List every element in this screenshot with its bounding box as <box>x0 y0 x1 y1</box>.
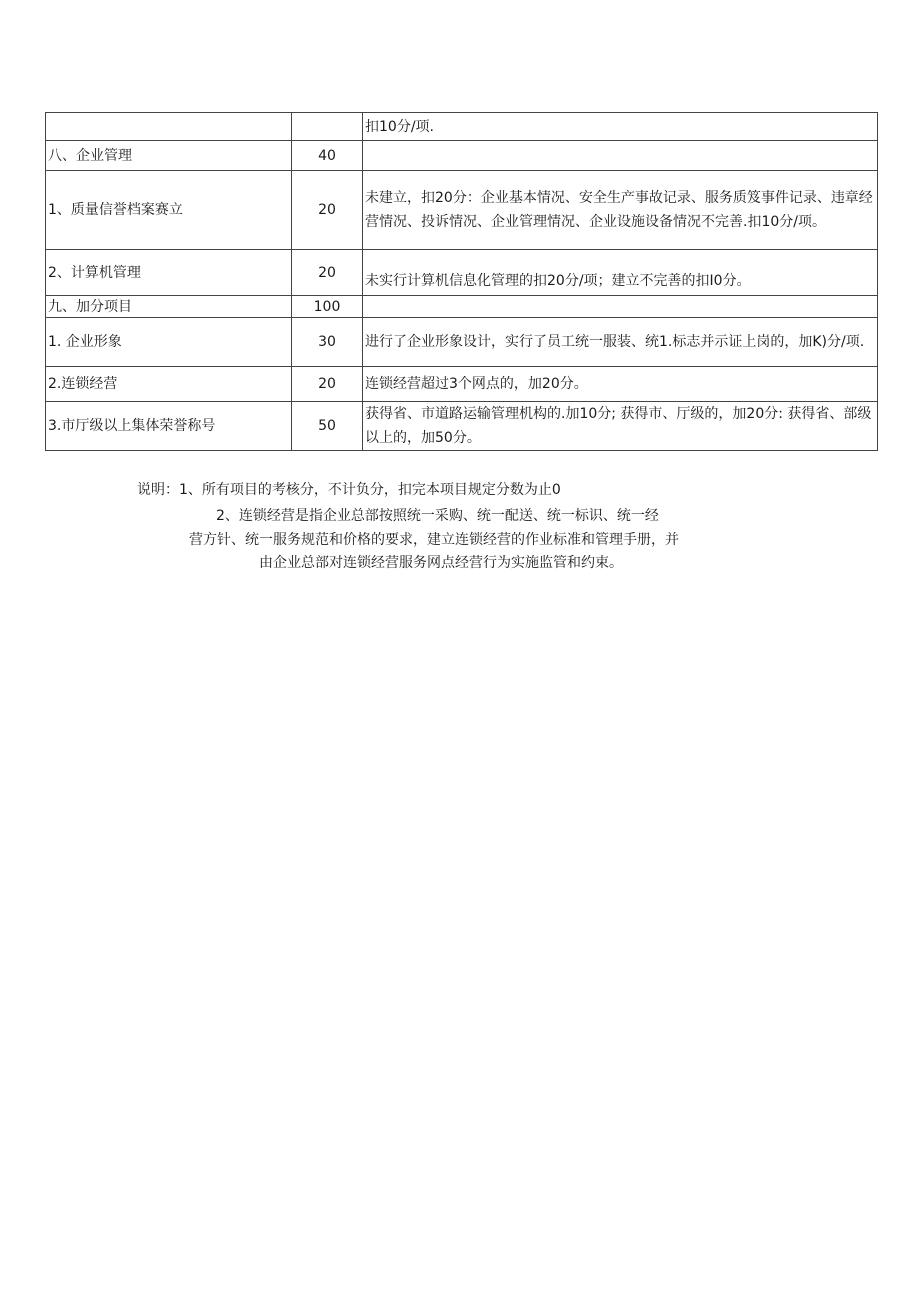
rule-cell <box>363 296 878 318</box>
scoring-table <box>45 112 878 451</box>
score-cell: 20 <box>292 171 363 250</box>
item-cell <box>46 113 292 141</box>
rule-cell: 进行了企业形象设计，实行了员工统一服装、统1.标志并示证上岗的，加K)分/项. <box>363 318 878 367</box>
item-cell: 1、质量信誉档案赛立 <box>46 171 292 250</box>
table-row <box>46 402 878 451</box>
note-line-3: 营方针、统一服务规范和价格的要求，建立连锁经营的作业标准和管理手册，并 <box>189 532 679 548</box>
score-cell: 30 <box>292 318 363 367</box>
score-cell: 100 <box>292 296 363 318</box>
item-cell: 九、加分项目 <box>46 296 292 318</box>
note-line-1: 说明：1、所有项目的考核分，不计负分，扣完本项目规定分数为止0 <box>137 482 561 498</box>
rule-cell: 连锁经营超过3个网点的，加20分。 <box>363 367 878 402</box>
score-cell: 50 <box>292 402 363 451</box>
rule-cell: 扣10分/项. <box>363 113 878 141</box>
rule-cell <box>363 141 878 171</box>
table-row <box>46 250 878 296</box>
item-cell: 1. 企业形象 <box>46 318 292 367</box>
table-row <box>46 367 878 402</box>
table-row <box>46 141 878 171</box>
item-cell: 八、企业管理 <box>46 141 292 171</box>
score-cell: 40 <box>292 141 363 171</box>
rule-cell: 获得省、市道路运输管理机构的.加10分; 获得市、厅级的，加20分: 获得省、部级以上的，加50分。 <box>363 402 878 451</box>
item-cell: 2、计算机管理 <box>46 250 292 296</box>
rule-cell: 未建立，扣20分：企业基本情况、安全生产事故记录、服务质笈事件记录、违章经营情况、投诉情况、企业管理情况、企业设施设备情况不完善.扣10分/项。 <box>363 171 878 250</box>
item-cell: 2.连锁经营 <box>46 367 292 402</box>
note-line-4: 由企业总部对连锁经营服务网点经营行为实施监管和约束。 <box>259 555 623 571</box>
rule-cell: 未实行计算机信息化管理的扣20分/项；建立不完善的扣I0分。 <box>363 250 878 296</box>
score-cell: 20 <box>292 250 363 296</box>
table-row <box>46 171 878 250</box>
table-row <box>46 318 878 367</box>
table-row <box>46 296 878 318</box>
table-row <box>46 113 878 141</box>
item-cell: 3.市厅级以上集体荣誉称号 <box>46 402 292 451</box>
score-cell <box>292 113 363 141</box>
score-cell: 20 <box>292 367 363 402</box>
note-line-2: 2、连锁经营是指企业总部按照统一采购、统一配送、统一标识、统一经 <box>216 508 659 524</box>
